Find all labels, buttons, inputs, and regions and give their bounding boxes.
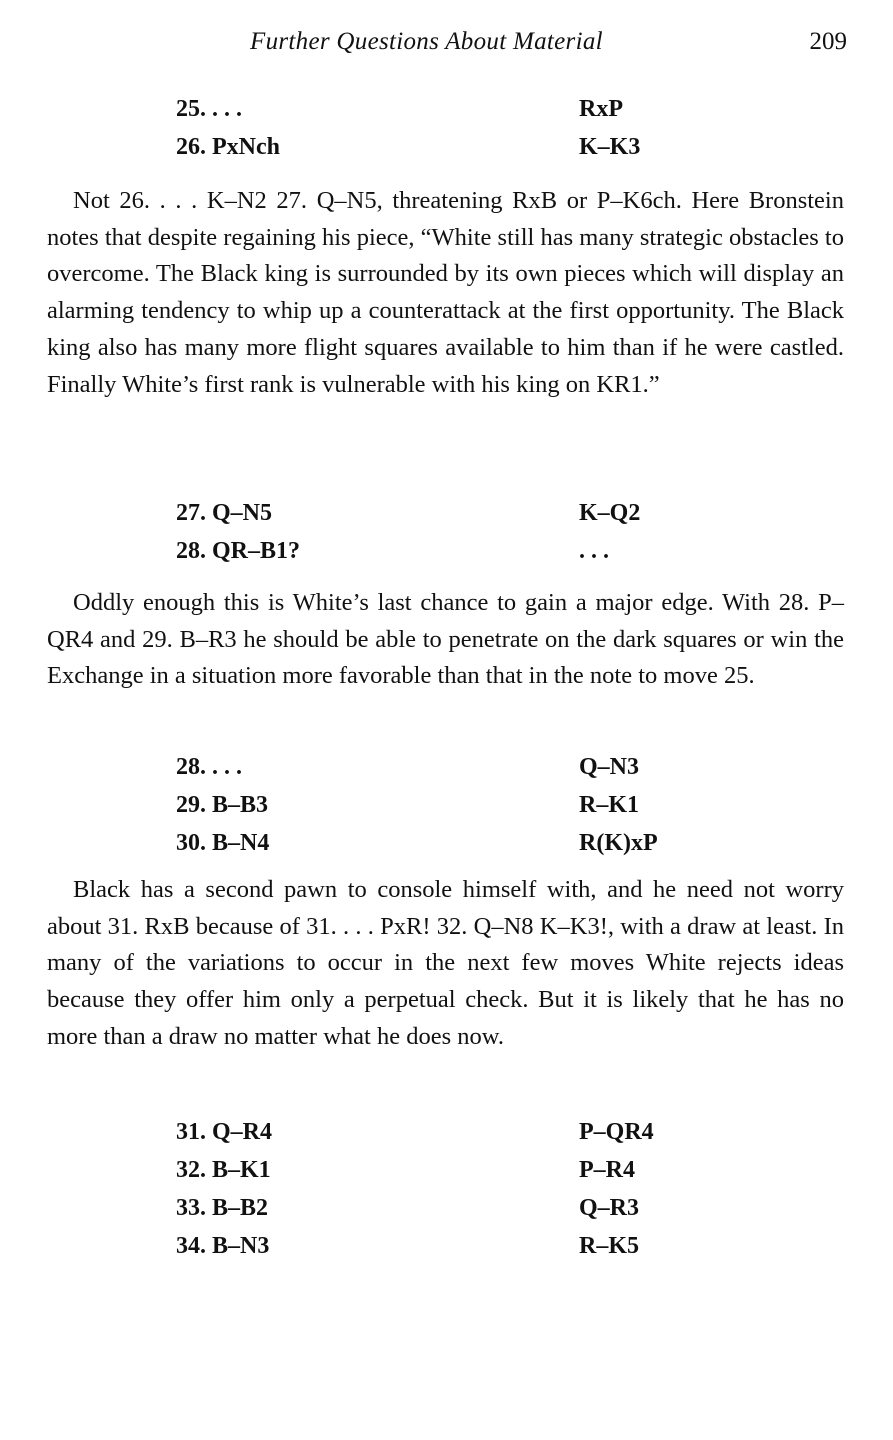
move-row xyxy=(176,748,696,786)
white-move: 30. B–N4 xyxy=(176,830,270,856)
move-row xyxy=(176,494,696,532)
move-row xyxy=(176,1151,696,1189)
move-row xyxy=(176,1227,696,1265)
black-move: Q–N3 xyxy=(579,754,639,780)
black-move: R–K5 xyxy=(579,1233,639,1259)
commentary-paragraph: Not 26. . . . K–N2 27. Q–N5, threatening RxB or P–K6ch. Here Bronstein notes that despite regaining his piece, “White still has many strategic obstacles to overcome. The Black king is surrounded by its own pieces which will display an alarming tendency to whip up a counterattack at the first opportunity. The Black king also has many more flight squares available to him than if he were castled. Finally White’s first rank is vulnerable with his king on KR1.” xyxy=(47,187,844,398)
move-row xyxy=(176,786,696,824)
black-move: P–QR4 xyxy=(579,1119,654,1145)
white-move: 34. B–N3 xyxy=(176,1233,270,1259)
white-move: 28. . . . xyxy=(176,754,242,780)
running-title: Further Questions About Material xyxy=(250,28,603,55)
black-move: Q–R3 xyxy=(579,1195,639,1221)
move-list xyxy=(176,1113,696,1265)
white-move: 25. . . . xyxy=(176,96,242,122)
page-number: 209 xyxy=(809,28,847,55)
move-list xyxy=(176,748,696,862)
white-move: 26. PxNch xyxy=(176,134,280,160)
move-row xyxy=(176,128,696,166)
white-move: 31. Q–R4 xyxy=(176,1119,272,1145)
black-move: P–R4 xyxy=(579,1157,635,1183)
black-move: R(K)xP xyxy=(579,830,658,856)
move-row xyxy=(176,1113,696,1151)
page-header xyxy=(0,28,893,68)
commentary-paragraph: Oddly enough this is White’s last chance to gain a major edge. With 28. P–QR4 and 29. B–R3 he should be able to penetrate on the dark squares or win the Exchange in a situation more favorable than that in the note to move 25. xyxy=(47,589,844,690)
white-move: 28. QR–B1? xyxy=(176,538,301,564)
white-move: 29. B–B3 xyxy=(176,792,269,818)
black-move: R–K1 xyxy=(579,792,639,818)
move-row xyxy=(176,824,696,862)
move-row xyxy=(176,532,696,570)
move-list xyxy=(176,494,696,570)
black-move: K–K3 xyxy=(579,134,641,160)
black-move: K–Q2 xyxy=(579,500,641,526)
move-list xyxy=(176,90,696,166)
move-row xyxy=(176,90,696,128)
move-row xyxy=(176,1189,696,1227)
commentary-paragraph: Black has a second pawn to console himself with, and he need not worry about 31. RxB because of 31. . . . PxR! 32. Q–N8 K–K3!, with a draw at least. In many of the variations to occur in the next few moves White rejects ideas because they offer him only a perpetual check. But it is likely that he has no more than a draw no matter what he does now. xyxy=(47,876,844,1050)
white-move: 32. B–K1 xyxy=(176,1157,271,1183)
black-move: RxP xyxy=(579,96,623,122)
white-move: 33. B–B2 xyxy=(176,1195,269,1221)
white-move: 27. Q–N5 xyxy=(176,500,272,526)
black-move: . . . xyxy=(579,538,609,564)
